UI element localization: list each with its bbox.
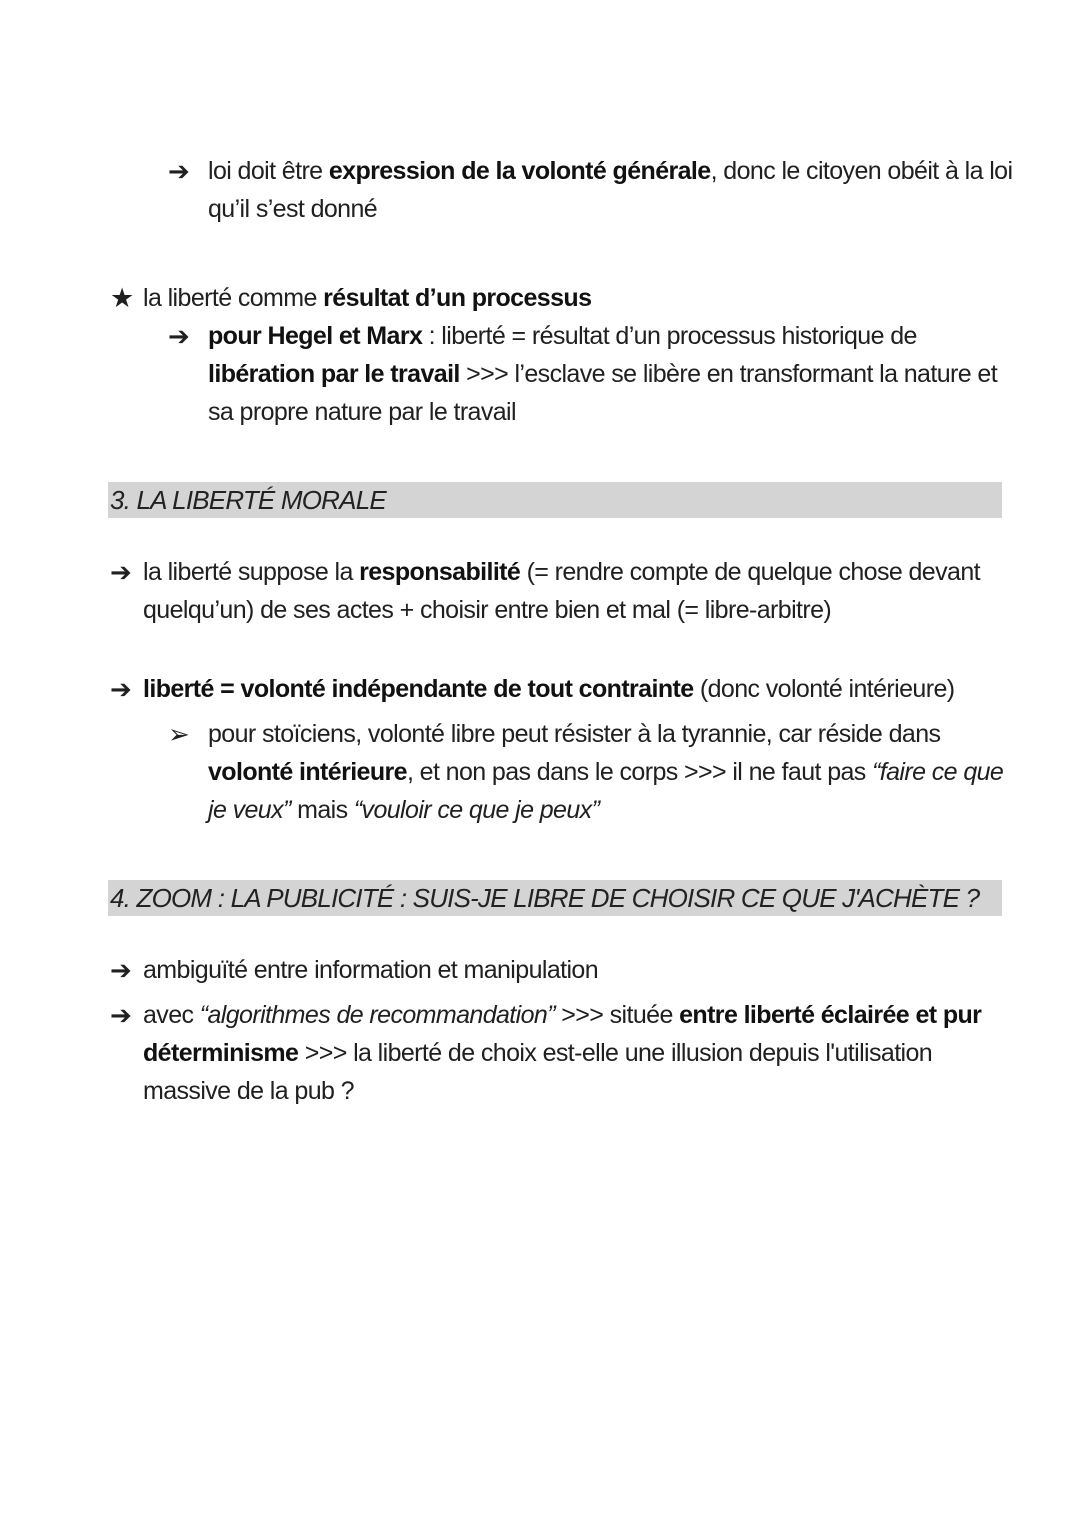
item-text: la liberté comme résultat d’un processus: [143, 284, 592, 312]
arrow-icon: ➔: [110, 557, 132, 587]
section-4-heading: 4. ZOOM : LA PUBLICITÉ : SUIS-JE LIBRE DE CHOISIR CE QUE J'ACHÈTE ?: [108, 880, 1002, 916]
law-general-will-item: [168, 152, 1013, 228]
item-text: liberté = volonté indépendante de tout contrainte (donc volonté intérieure): [143, 675, 955, 703]
freedom-process-item: [110, 279, 1010, 317]
arrow-icon: ➔: [168, 156, 190, 186]
item-text: pour Hegel et Marx : liberté = résultat d’un processus historique de libération par le travail >>> l’esclave se libère en transformant la nature et sa propre nature par le travail: [208, 322, 998, 426]
ambiguity-item: [110, 951, 1010, 989]
item-text: loi doit être expression de la volonté générale, donc le citoyen obéit à la loi qu’il s’est donné: [208, 157, 1013, 223]
item-text: la liberté suppose la responsabilité (= rendre compte de quelque chose devant quelqu’un) de ses actes + choisir entre bien et mal (= libre-arbitre): [143, 558, 980, 624]
arrow-icon: ➔: [110, 1000, 132, 1030]
section-3-heading: 3. LA LIBERTÉ MORALE: [108, 482, 1002, 518]
arrow-icon: ➔: [168, 321, 190, 351]
independent-will-item: [110, 670, 1010, 708]
star-icon: ★: [110, 283, 134, 313]
arrow-icon: ➔: [110, 674, 132, 704]
algorithms-item: [110, 996, 1010, 1110]
item-text: avec “algorithmes de recommandation” >>> située entre liberté éclairée et pur déterminisme >>> la liberté de choix est-elle une illusion depuis l'utilisation massive de la pub ?: [143, 1001, 982, 1105]
item-text: pour stoïciens, volonté libre peut résister à la tyrannie, car réside dans volonté intérieure, et non pas dans le corps >>> il ne faut pas “faire ce que je veux” mais “vouloir ce que je peux”: [208, 720, 1004, 824]
stoics-item: [168, 715, 1013, 829]
hegel-marx-item: [168, 317, 1013, 431]
responsibility-item: [110, 553, 1010, 629]
arrow-icon: ➔: [110, 955, 132, 985]
arrowhead-bullet-icon: ➢: [168, 719, 190, 749]
item-text: ambiguïté entre information et manipulation: [143, 956, 599, 984]
